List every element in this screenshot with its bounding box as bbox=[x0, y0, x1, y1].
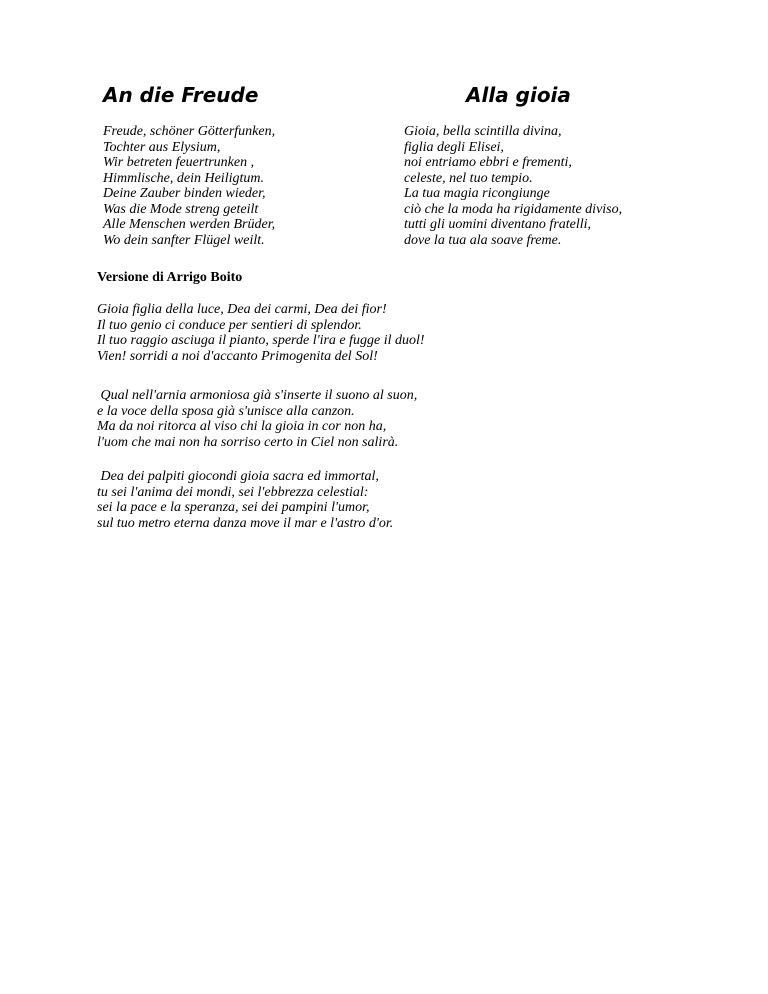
stanza-line: Il tuo raggio asciuga il pianto, sperde l'ira e fugge il duol! bbox=[97, 333, 425, 348]
german-verse bbox=[103, 124, 275, 248]
italian-verse bbox=[404, 124, 622, 248]
stanza-line: Il tuo genio ci conduce per sentieri di splendor. bbox=[97, 317, 362, 333]
italian-title: Alla gioia bbox=[466, 83, 571, 107]
verse-line: Wo dein sanfter Flügel weilt. bbox=[103, 232, 265, 248]
stanza bbox=[97, 302, 425, 364]
stanza-line: tu sei l'anima dei mondi, sei l'ebbrezza celestial: bbox=[97, 484, 369, 500]
stanza-line: Dea dei palpiti giocondi gioia sacra ed immortal, bbox=[97, 469, 379, 484]
stanza bbox=[97, 469, 393, 531]
verse-line: Wir betreten feuertrunken , bbox=[103, 155, 255, 170]
verse-line: tutti gli uomini diventano fratelli, bbox=[404, 217, 592, 232]
verse-line: celeste, nel tuo tempio. bbox=[404, 170, 533, 186]
verse-line: La tua magia ricongiunge bbox=[404, 186, 550, 201]
verse-line: dove la tua ala soave freme. bbox=[404, 232, 562, 248]
stanza bbox=[97, 388, 417, 450]
verse-line: Gioia, bella scintilla divina, bbox=[404, 124, 562, 139]
verse-line: figlia degli Elisei, bbox=[404, 139, 504, 155]
german-title: An die Freude bbox=[103, 83, 259, 107]
stanza-line: Qual nell'arnia armoniosa già s'inserte il suono al suon, bbox=[97, 388, 418, 403]
verse-line: noi entriamo ebbri e frementi, bbox=[404, 155, 572, 170]
stanza-line: Ma da noi ritorca al viso chi la gioia in cor non ha, bbox=[97, 419, 387, 434]
verse-line: ciò che la moda ha rigidamente diviso, bbox=[404, 201, 623, 217]
verse-line: Deine Zauber binden wieder, bbox=[103, 186, 266, 201]
verse-line: Freude, schöner Götterfunken, bbox=[103, 124, 276, 139]
stanza-line: Vien! sorridi a noi d'accanto Primogenita del Sol! bbox=[97, 348, 378, 364]
verse-line: Tochter aus Elysium, bbox=[103, 139, 221, 155]
verse-line: Himmlische, dein Heiligtum. bbox=[103, 170, 264, 186]
verse-line: Alle Menschen werden Brüder, bbox=[103, 217, 276, 232]
stanza-line: sei la pace e la speranza, sei dei pampini l'umor, bbox=[97, 500, 370, 515]
verse-line: Was die Mode streng geteilt bbox=[103, 201, 259, 217]
stanza-line: e la voce della sposa già s'unisce alla canzon. bbox=[97, 403, 355, 419]
stanza-line: l'uom che mai non ha sorriso certo in Ciel non salirà. bbox=[97, 434, 399, 450]
boito-heading: Versione di Arrigo Boito bbox=[97, 270, 243, 285]
stanza-line: Gioia figlia della luce, Dea dei carmi, Dea dei fior! bbox=[97, 302, 387, 317]
stanza-line: sul tuo metro eterna danza move il mar e l'astro d'or. bbox=[97, 515, 394, 531]
